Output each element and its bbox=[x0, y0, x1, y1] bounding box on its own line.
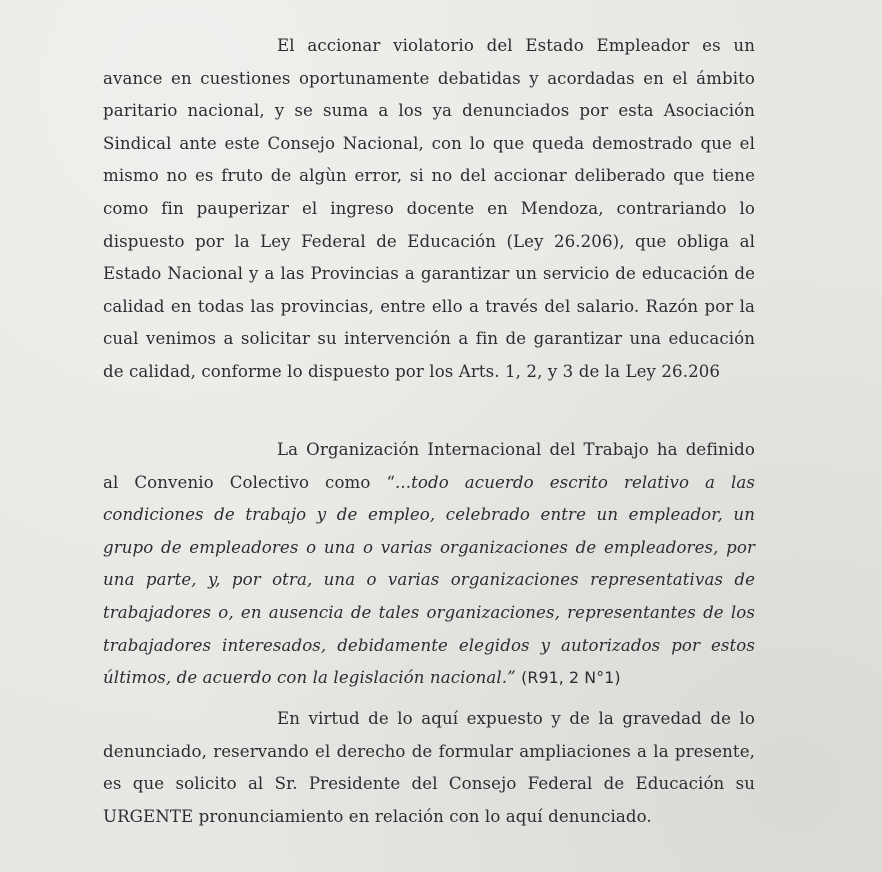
paragraph-request bbox=[103, 703, 755, 833]
paragraph-oit-definition bbox=[103, 434, 755, 695]
citation: (R91, 2 N°1) bbox=[521, 668, 621, 688]
paragraph-3-text: En virtud de lo aquí expuesto y de la gravedad de lo denunciado, reservando el derecho de formular ampliaciones a la presente, es que solicito al Sr. Presidente del Consejo Federal de Educación su URGENTE pronunciamiento en relación con lo aquí denunciado. bbox=[103, 709, 755, 826]
paragraph-1-text: El accionar violatorio del Estado Empleador es un avance en cuestiones oportunamente debatidas y acordadas en el ámbito paritario nacional, y se suma a los ya denunciados por esta Asociación Sindical ante este Consejo Nacional, con lo que queda demostrado que el mismo no es fruto de algùn error, si no del accionar deliberado que tiene como fin pauperizar el ingreso docente en Mendoza, contrariando lo dispuesto por la Ley Federal de Educación (Ley 26.206), que obliga al Estado Nacional y a las Provincias a garantizar un servicio de educación de calidad en todas las provincias, entre ello a través del salario. Razón por la cual venimos a solicitar su intervención a fin de garantizar una educación de calidad, conforme lo dispuesto por los Arts. 1, 2, y 3 de la Ley 26.206 bbox=[103, 36, 755, 381]
oit-quote: ...todo acuerdo escrito relativo a las condiciones de trabajo y de empleo, celebrado entre un empleador, un grupo de empleadores o una o varias organizaciones de empleadores, por una parte, y, por otra, una o varias organizaciones representativas de trabajadores o, en ausencia de tales organizaciones, representantes de los trabajadores interesados, debidamente elegidos y autorizados por estos últimos, de acuerdo con la legislación nacional.” bbox=[103, 472, 756, 688]
paragraph-state-employer bbox=[103, 30, 755, 389]
paragraph-2-intro: La Organización Internacional del Trabajo ha definido al Convenio Colectivo como “ bbox=[103, 440, 755, 492]
